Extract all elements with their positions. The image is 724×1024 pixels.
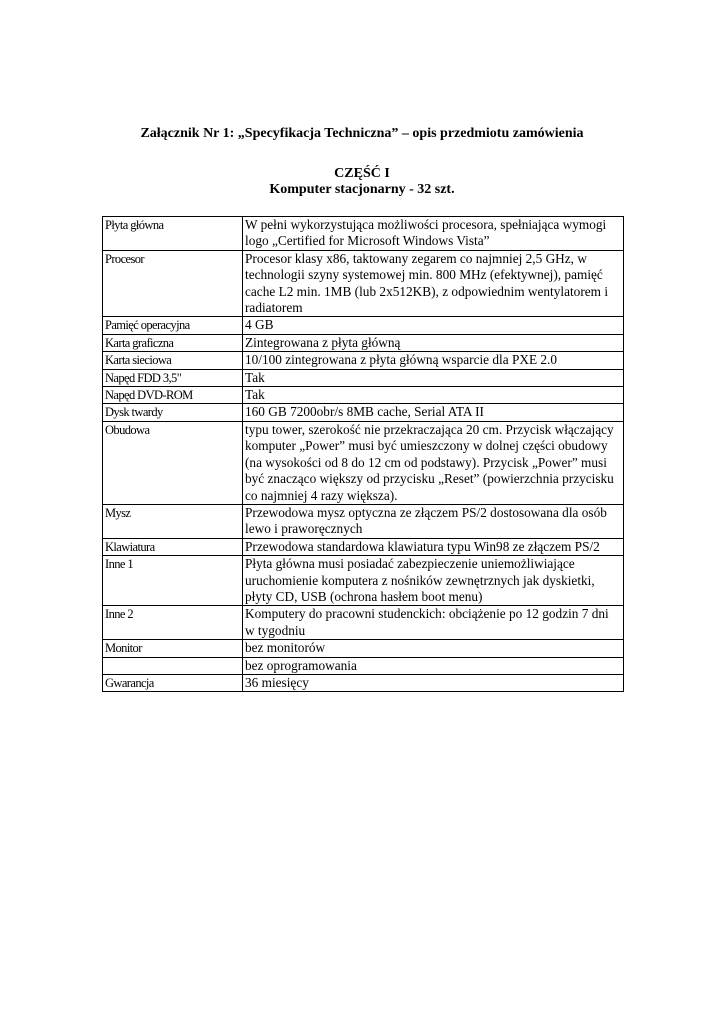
spec-value: 36 miesięcy: [243, 674, 624, 691]
table-row: [103, 657, 624, 674]
table-row: [103, 606, 624, 640]
spec-value: Procesor klasy x86, taktowany zegarem co najmniej 2,5 GHz, w technologii szyny systemowej min. 800 MHz (efektywnej), pamięć cache L2 min. 1MB (lub 2x512KB), z odpowiednim wentylatorem i radiatorem: [243, 250, 624, 317]
spec-value: Przewodowa mysz optyczna ze złączem PS/2 dostosowana dla osób lewo i praworęcznych: [243, 504, 624, 538]
table-row: [103, 404, 624, 421]
spec-value: 160 GB 7200obr/s 8MB cache, Serial ATA II: [243, 404, 624, 421]
spec-label: Pamięć operacyjna: [103, 317, 243, 334]
spec-value: typu tower, szerokość nie przekraczająca 20 cm. Przycisk włączający komputer „Power” musi być umieszczony w dolnej części obudowy (na wysokości od 8 do 12 cm od podstawy). Przycisk „Power” musi być znacząco większy od przycisku „Reset” (powierzchnia przycisku co najmniej 4 razy większa).: [243, 421, 624, 504]
spec-label: Napęd FDD 3,5": [103, 369, 243, 386]
spec-label: [103, 657, 243, 674]
spec-value: Tak: [243, 369, 624, 386]
table-row: [103, 504, 624, 538]
spec-value: Komputery do pracowni studenckich: obciążenie po 12 godzin 7 dni w tygodniu: [243, 606, 624, 640]
spec-value: bez monitorów: [243, 640, 624, 657]
spec-value: Zintegrowana z płyta główną: [243, 334, 624, 351]
spec-label: Obudowa: [103, 421, 243, 504]
document-title: Załącznik Nr 1: „Specyfikacja Techniczna” – opis przedmiotu zamówienia: [140, 126, 584, 141]
table-row: [103, 538, 624, 555]
spec-value: Tak: [243, 387, 624, 404]
spec-label: Monitor: [103, 640, 243, 657]
part-heading: CZĘŚĆ I: [334, 166, 390, 181]
table-row: [103, 387, 624, 404]
part-subheading: Komputer stacjonarny - 32 szt.: [269, 182, 455, 197]
table-row: [103, 640, 624, 657]
spec-label: Mysz: [103, 504, 243, 538]
spec-label: Klawiatura: [103, 538, 243, 555]
table-row: [103, 317, 624, 334]
table-row: [103, 369, 624, 386]
spec-label: Karta graficzna: [103, 334, 243, 351]
spec-value: W pełni wykorzystująca możliwości procesora, spełniająca wymogi logo „Certified for Microsoft Windows Vista”: [243, 217, 624, 251]
spec-label: Płyta główna: [103, 217, 243, 251]
spec-label: Inne 1: [103, 556, 243, 606]
table-row: [103, 352, 624, 369]
spec-label: Inne 2: [103, 606, 243, 640]
spec-value: Przewodowa standardowa klawiatura typu Win98 ze złączem PS/2: [243, 538, 624, 555]
spec-label: Napęd DVD-ROM: [103, 387, 243, 404]
spec-label: Procesor: [103, 250, 243, 317]
specification-table: [102, 216, 624, 692]
table-row: [103, 250, 624, 317]
spec-label: Dysk twardy: [103, 404, 243, 421]
table-row: [103, 334, 624, 351]
table-row: [103, 421, 624, 504]
table-row: [103, 674, 624, 691]
table-row: [103, 556, 624, 606]
table-row: [103, 217, 624, 251]
spec-value: 4 GB: [243, 317, 624, 334]
spec-label: Karta sieciowa: [103, 352, 243, 369]
spec-label: Gwarancja: [103, 674, 243, 691]
spec-value: 10/100 zintegrowana z płyta główną wsparcie dla PXE 2.0: [243, 352, 624, 369]
spec-value: bez oprogramowania: [243, 657, 624, 674]
spec-value: Płyta główna musi posiadać zabezpieczenie uniemożliwiające uruchomienie komputera z nośników zewnętrznych jak dyskietki, płyty CD, USB (ochrona hasłem boot menu): [243, 556, 624, 606]
